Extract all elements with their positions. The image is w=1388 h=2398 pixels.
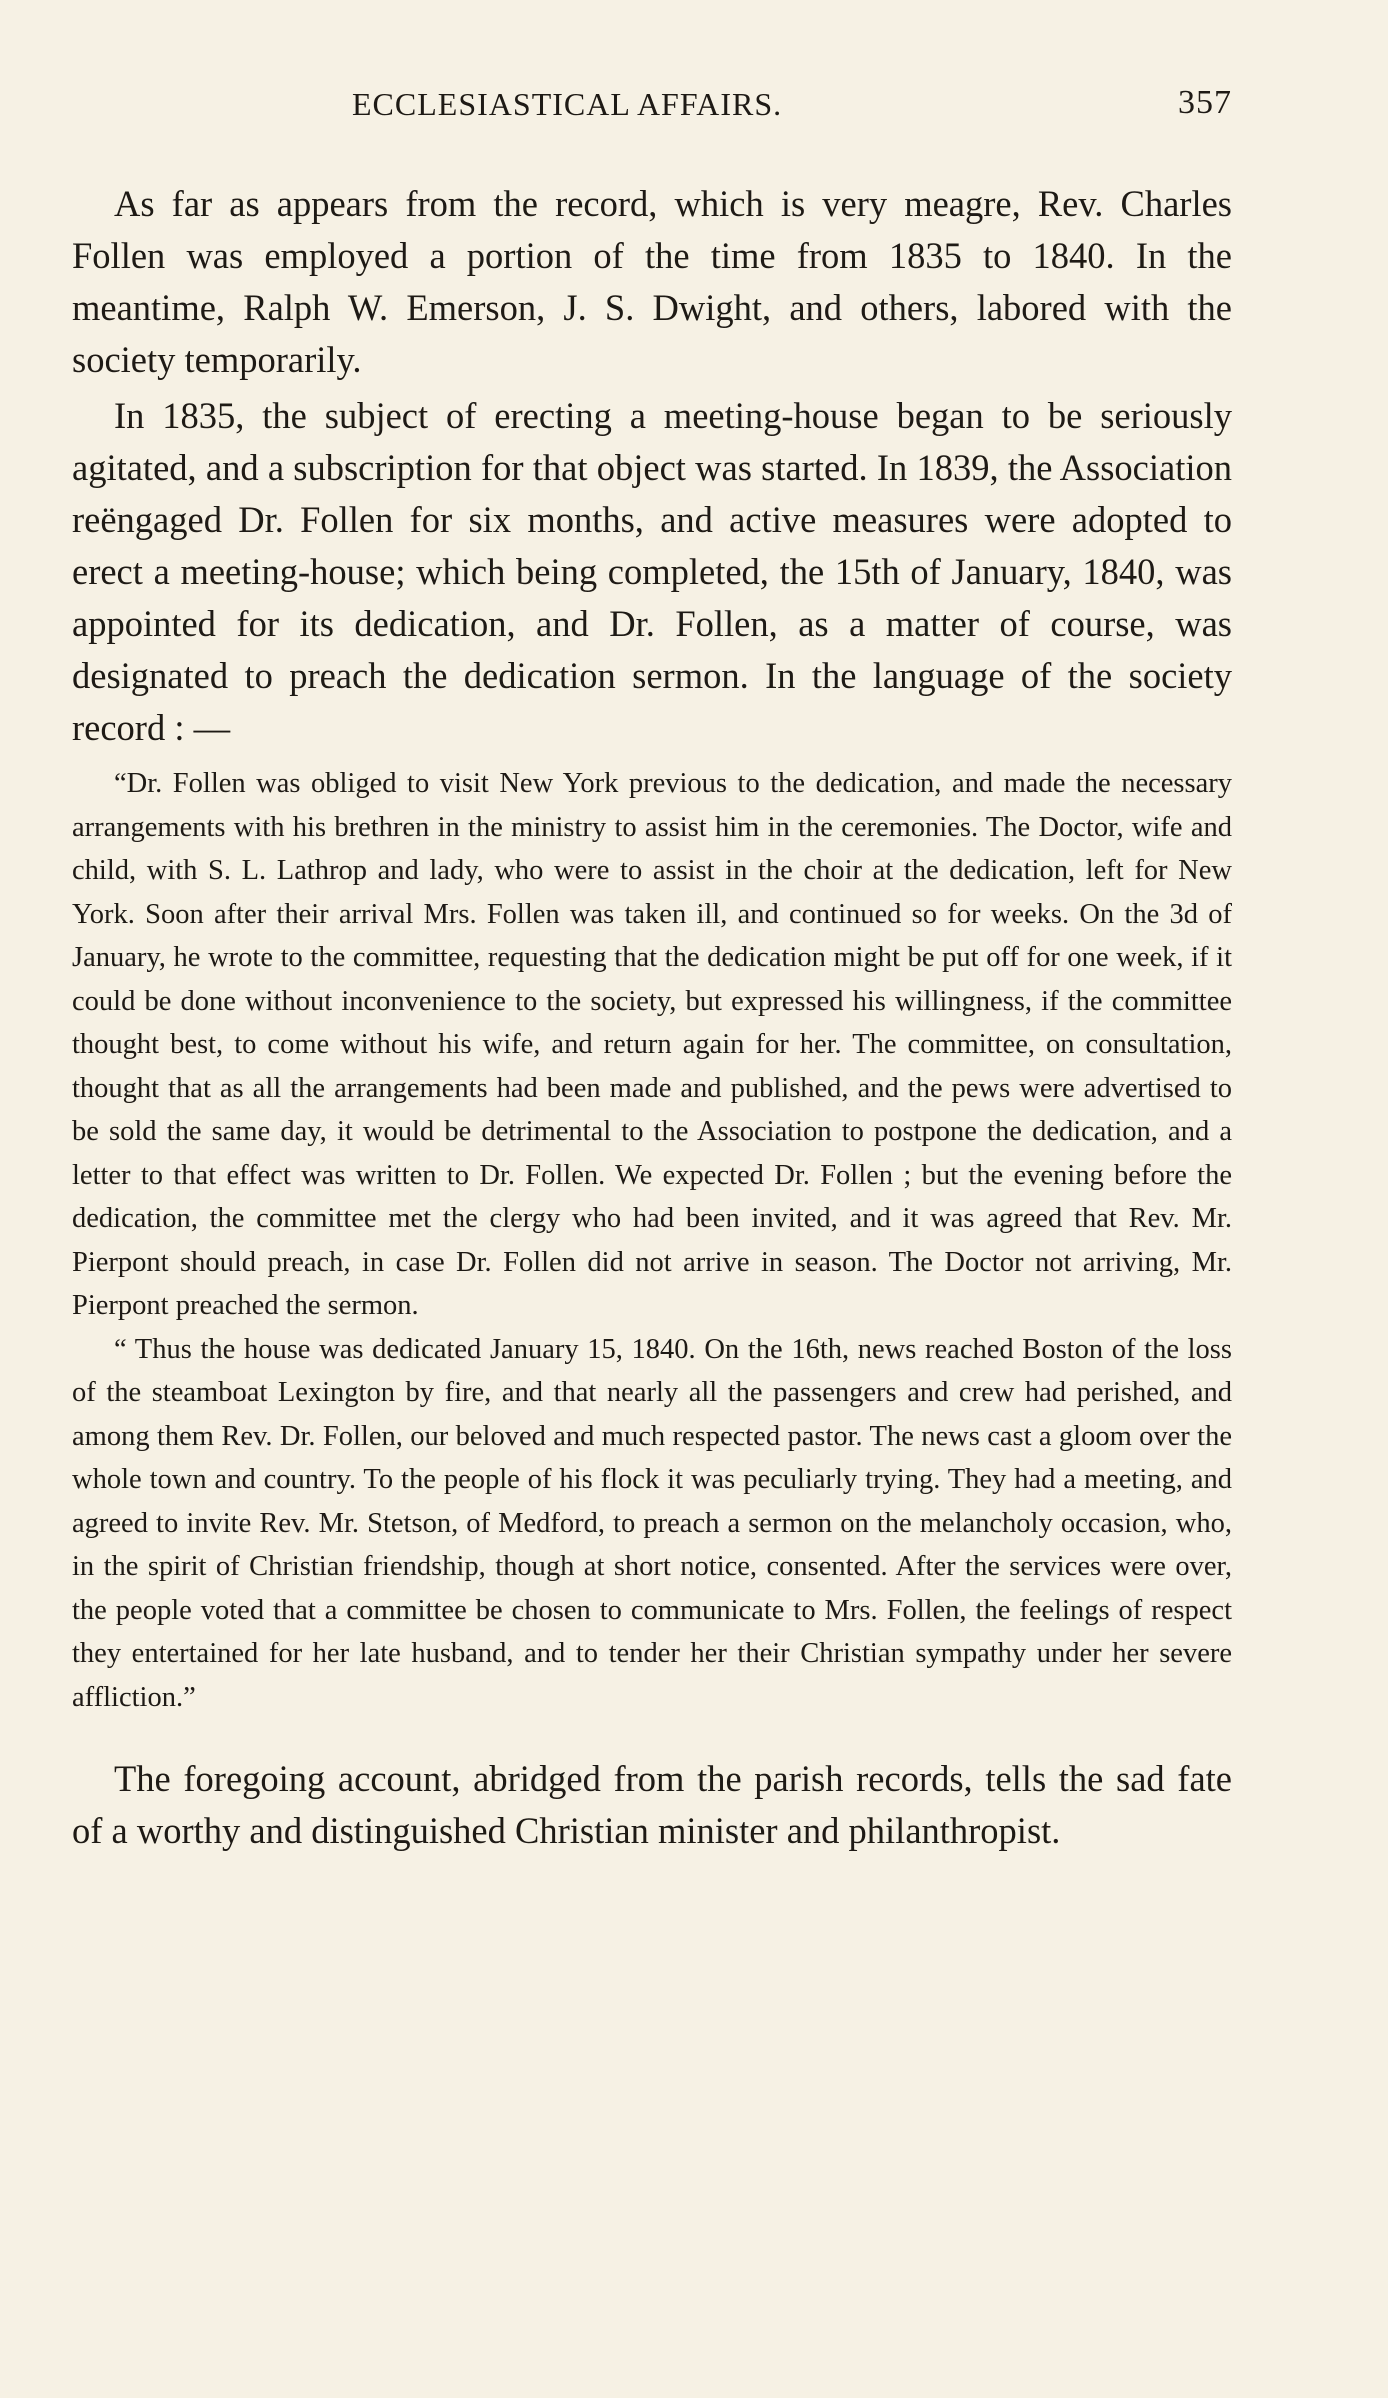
quoted-record-1: “Dr. Follen was obliged to visit New York previous to the dedication, and made the necessary arrangements with his brethren in the ministry to assist him in the ceremonies. The Doctor, wife and child, with S. L. Lathrop and lady, who were to assist in the choir at the dedication, left for New York. Soon after their arrival Mrs. Follen was taken ill, and continued so for weeks. On the 3d of January, he wrote to the committee, requesting that the dedication might be put off for one week, if it could be done without inconvenience to the society, but expressed his willingness, if the committee thought best, to come without his wife, and return again for her. The committee, on consultation, thought that as all the arrangements had been made and published, and the pews were advertised to be sold the same day, it would be detrimental to the Association to postpone the dedication, and a letter to that effect was written to Dr. Follen. We expected Dr. Follen ; but the evening before the dedication, the committee met the clergy who had been invited, and it was agreed that Rev. Mr. Pierpont should preach, in case Dr. Follen did not arrive in season. The Doctor not arriving, Mr. Pierpont preached the sermon.	[72, 768, 1232, 1321]
running-head	[72, 80, 1232, 128]
quoted-record-2: “ Thus the house was dedicated January 15, 1840. On the 16th, news reached Boston of the loss of the steamboat Lexington by fire, and that nearly all the passengers and crew had perished, and among them Rev. Dr. Follen, our beloved and much respected pastor. The news cast a gloom over the whole town and country. To the people of his flock it was peculiarly trying. They had a meeting, and agreed to invite Rev. Mr. Stetson, of Medford, to preach a sermon on the melancholy occasion, who, in the spirit of Christian friendship, though at short notice, consented. After the services were over, the people voted that a committee be chosen to communicate to Mrs. Follen, the feelings of respect they entertained for her late husband, and to tender her their Christian sympathy under her severe affliction.”	[72, 1333, 1232, 1713]
page-number: 357	[1178, 84, 1232, 121]
paragraph-1: As far as appears from the record, which is very meagre, Rev. Charles Follen was employed a portion of the time from 1835 to 1840. In the meantime, Ralph W. Emerson, J. S. Dwight, and others, labored with the society temporarily.	[72, 183, 1232, 380]
paragraph-2: In 1835, the subject of erecting a meeting-house began to be seriously agitated, and a subscription for that object was started. In 1839, the Association reëngaged Dr. Follen for six months, and active measures were adopted to erect a meeting-house; which being completed, the 15th of January, 1840, was appointed for its dedication, and Dr. Follen, as a matter of course, was designated to preach the dedication sermon. In the language of the society record : —	[72, 395, 1232, 748]
book-page	[72, 80, 1232, 1861]
chapter-title: ECCLESIASTICAL AFFAIRS.	[352, 86, 783, 122]
page-body	[72, 178, 1232, 1857]
closing-paragraph: The foregoing account, abridged from the parish records, tells the sad fate of a worthy and distinguished Christian minister and philanthropist.	[72, 1758, 1232, 1851]
